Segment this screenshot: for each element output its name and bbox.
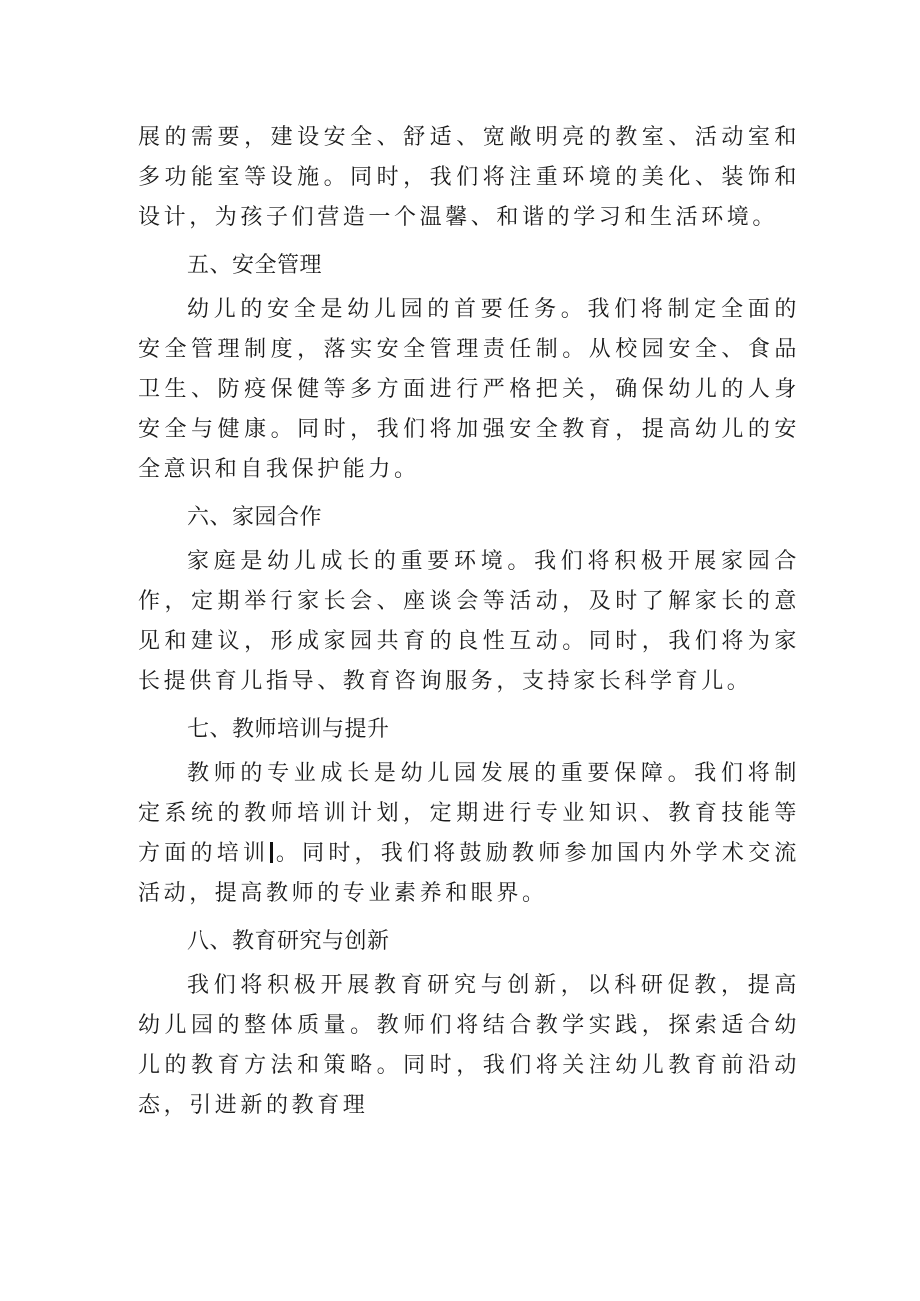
section-heading-teacher-training: 七、教师培训与提升 <box>187 717 390 742</box>
section-body-teacher-training-part1: 教师的专业成长是幼儿园发展的重要保障。我们将制定系统的教师培训计划，定期进行专业知识、教育技能等方面的培训 <box>138 761 800 866</box>
section-body-teacher-training-part2: 。同时，我们将鼓励教师参加国内外学术交流活动，提高教师的专业素养和眼界。 <box>138 841 800 906</box>
section-body-teacher-training[interactable] <box>138 754 800 914</box>
section-heading-research: 八、教育研究与创新 <box>187 929 390 954</box>
section-body-safety: 幼儿的安全是幼儿园的首要任务。我们将制定全面的安全管理制度，落实安全管理责任制。从校园安全、食品卫生、防疫保健等多方面进行严格把关，确保幼儿的人身安全与健康。同时，我们将加强安全教育，提高幼儿的安全意识和自我保护能力。 <box>138 297 800 482</box>
text-cursor <box>270 842 273 863</box>
intro-paragraph: 展的需要，建设安全、舒适、宽敞明亮的教室、活动室和多功能室等设施。同时，我们将注重环境的美化、装饰和设计，为孩子们营造一个温馨、和谐的学习和生活环境。 <box>138 125 800 230</box>
section-body-research: 我们将积极开展教育研究与创新，以科研促教，提高幼儿园的整体质量。教师们将结合教学实践，探索适合幼儿的教育方法和策略。同时，我们将关注幼儿教育前沿动态，引进新的教育理 <box>138 973 800 1118</box>
section-body-home-school-text: 家庭是幼儿成长的重要环境。我们将积极开展家园合作，定期举行家长会、座谈会等活动，及时了解家长的意见和建议，形成家园共育的良性互动。同时，我们将为家长提供育儿指导、教育咨询服务，支持家长科学育儿。 <box>138 549 800 694</box>
document-page <box>138 118 800 1126</box>
section-body-home-school <box>138 542 800 702</box>
section-heading-home-school: 六、家园合作 <box>187 505 323 530</box>
section-heading-safety: 五、安全管理 <box>187 253 323 278</box>
